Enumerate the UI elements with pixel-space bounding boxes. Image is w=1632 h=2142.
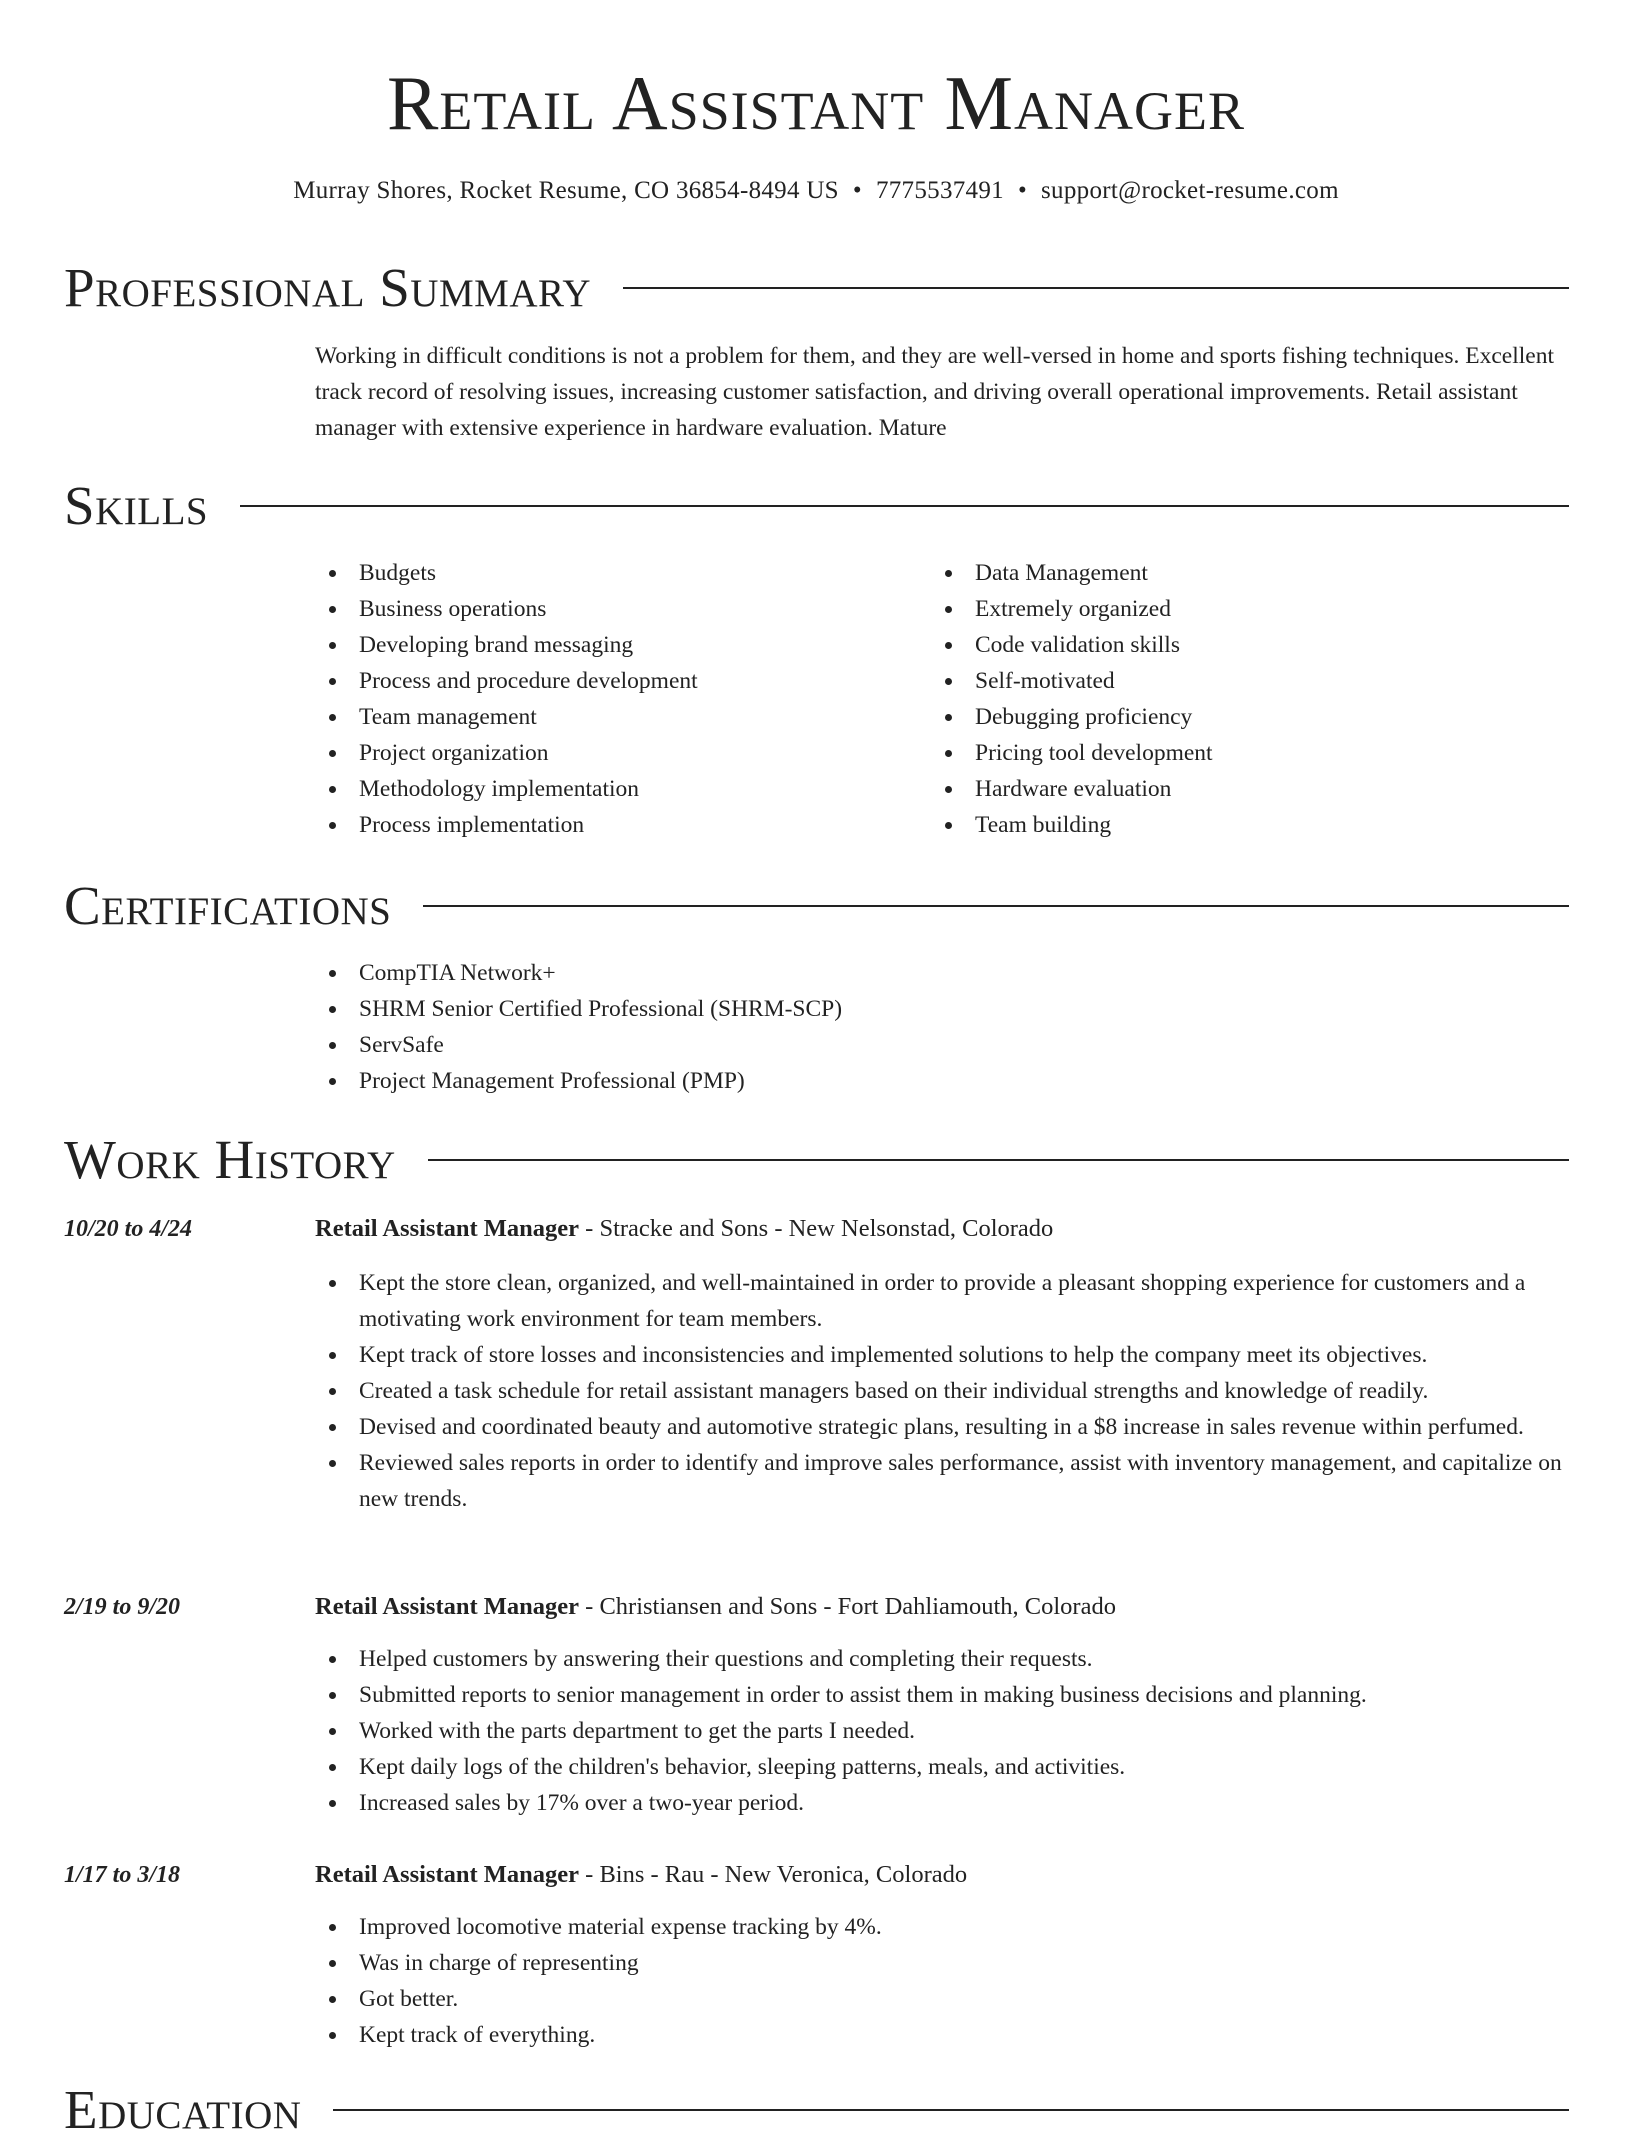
contact-address: Murray Shores, Rocket Resume, CO 36854-8494 US (293, 177, 839, 204)
job-duty-item (315, 1373, 1570, 1409)
job-duty-item-text: Kept daily logs of the children's behavior, sleeping patterns, meals, and activities. (359, 1754, 1126, 1780)
job-duty-item (315, 2017, 1570, 2053)
job-duty-item-text: Reviewed sales reports in order to identify and improve sales performance, assist with inventory management, and capitalize on new trends. (359, 1450, 1562, 1512)
contact-phone: 7775537491 (875, 177, 1004, 204)
job-details: - Stracke and Sons - New Nelsonstad, Colorado (579, 1215, 1054, 1242)
summary-heading: Professional Summary (64, 257, 592, 318)
bullet-dot (329, 714, 336, 721)
bullet-dot (945, 678, 952, 685)
job-duty-item-text: Kept the store clean, organized, and well-maintained in order to provide a pleasant shopping experience for customers and a motivating work environment for team members. (359, 1270, 1526, 1332)
skill-item (931, 555, 1541, 591)
skill-item (315, 699, 925, 735)
skill-item-text: Team management (359, 704, 537, 730)
skill-item (315, 663, 925, 699)
work-section-header (64, 1128, 1569, 1192)
skill-item (315, 735, 925, 771)
skill-item-text: Business operations (359, 596, 547, 622)
bullet-dot (945, 570, 952, 577)
skill-item (931, 663, 1541, 699)
certifications-heading: Certifications (64, 875, 392, 936)
skill-item-text: Hardware evaluation (975, 776, 1172, 802)
job-details: - Christiansen and Sons - Fort Dahliamouth, Colorado (579, 1593, 1116, 1620)
section-divider (428, 1159, 1569, 1161)
certifications-block (315, 955, 1315, 1099)
certification-item-text: CompTIA Network+ (359, 960, 556, 986)
job-duty-item (315, 1445, 1570, 1517)
bullet-dot (329, 1042, 336, 1049)
job-duty-item (315, 1677, 1570, 1713)
job-duty-item-text: Got better. (359, 1986, 459, 2012)
skill-item-text: Methodology implementation (359, 776, 640, 802)
bullet-dot (329, 606, 336, 613)
job-role: Retail Assistant Manager (315, 1215, 580, 1242)
skill-item-text: Budgets (359, 560, 437, 586)
certifications-section-header (64, 874, 1569, 938)
contact-separator: • (1017, 177, 1028, 204)
job-duty-item-text: Kept track of store losses and inconsistencies and implemented solutions to help the company meet its objectives. (359, 1342, 1428, 1368)
job-dates: 10/20 to 4/24 (64, 1216, 193, 1242)
bullet-dot (329, 1764, 336, 1771)
job-duty-item-text: Improved locomotive material expense tracking by 4%. (359, 1914, 882, 1940)
job-dates: 2/19 to 9/20 (64, 1594, 181, 1620)
job-role: Retail Assistant Manager (315, 1593, 580, 1620)
job-duty-item-text: Submitted reports to senior management in order to assist them in making business decisions and planning. (359, 1682, 1367, 1708)
contact-email[interactable]: support@rocket-resume.com (1041, 177, 1339, 204)
bullet-dot (329, 750, 336, 757)
bullet-dot (329, 1280, 336, 1287)
bullet-dot (329, 1424, 336, 1431)
bullet-dot (329, 570, 336, 577)
work-heading: Work History (64, 1129, 396, 1190)
job-duty-item (315, 1641, 1570, 1677)
job-duty-list (315, 1641, 1570, 1821)
job-heading (315, 1212, 1053, 1246)
skill-item (931, 735, 1541, 771)
skill-item-text: Extremely organized (975, 596, 1171, 622)
job-heading (315, 1858, 967, 1892)
job-duty-item-text: Kept track of everything. (359, 2022, 596, 2048)
job-duty-item (315, 1785, 1570, 1821)
job-role: Retail Assistant Manager (315, 1861, 580, 1888)
job-duties (315, 1909, 1570, 2053)
bullet-dot (329, 786, 336, 793)
skill-item (315, 807, 925, 843)
job-dates: 1/17 to 3/18 (64, 1862, 181, 1888)
summary-text: Working in difficult conditions is not a problem for them, and they are well-versed in home and sports fishing techniques. Excellent track record of resolving issues, increasing customer satisfaction, and driving overall operational improvements. Retail assistant manager with extensive experience in hardware evaluation. Mature (315, 343, 1554, 441)
skill-item-text: Pricing tool development (975, 740, 1213, 766)
skill-item (315, 627, 925, 663)
skill-item (315, 771, 925, 807)
bullet-dot (945, 822, 952, 829)
job-duty-list (315, 1265, 1570, 1517)
job-duty-item (315, 1749, 1570, 1785)
job-duty-item-text: Devised and coordinated beauty and automotive strategic plans, resulting in a $8 increase in sales revenue within perfumed. (359, 1414, 1524, 1440)
job-duty-item-text: Worked with the parts department to get the parts I needed. (359, 1718, 916, 1744)
bullet-dot (329, 1692, 336, 1699)
job-duties (315, 1265, 1570, 1517)
job-duty-item (315, 1265, 1570, 1337)
job-duty-item-text: Helped customers by answering their questions and completing their requests. (359, 1646, 1093, 1672)
bullet-dot (329, 1656, 336, 1663)
skill-item-text: Code validation skills (975, 632, 1180, 658)
bullet-dot (329, 1924, 336, 1931)
job-duty-item-text: Created a task schedule for retail assistant managers based on their individual strengths and knowledge of readily. (359, 1378, 1429, 1404)
education-section-header (64, 2078, 1569, 2142)
job-duty-item (315, 1981, 1570, 2017)
bullet-dot (329, 970, 336, 977)
bullet-dot (945, 714, 952, 721)
job-duty-item (315, 1409, 1570, 1445)
skills-list-left (315, 555, 925, 843)
skill-item-text: Developing brand messaging (359, 632, 634, 658)
skill-item (931, 699, 1541, 735)
bullet-dot (329, 1960, 336, 1967)
skill-item (931, 591, 1541, 627)
bullet-dot (329, 1728, 336, 1735)
certification-item-text: Project Management Professional (PMP) (359, 1068, 745, 1094)
skills-column-right (931, 555, 1541, 843)
bullet-dot (945, 642, 952, 649)
bullet-dot (329, 642, 336, 649)
certifications-list (315, 955, 1315, 1099)
skill-item-text: Process implementation (359, 812, 585, 838)
summary-section-header (64, 256, 1569, 320)
certification-item-text: SHRM Senior Certified Professional (SHRM-SCP) (359, 996, 843, 1022)
certification-item (315, 1027, 1315, 1063)
certification-item-text: ServSafe (359, 1032, 444, 1058)
certification-item (315, 955, 1315, 991)
section-divider (240, 505, 1569, 507)
job-duty-item (315, 1713, 1570, 1749)
skill-item-text: Data Management (975, 560, 1148, 586)
skills-section-header (64, 474, 1569, 538)
skill-item (931, 771, 1541, 807)
section-divider (423, 905, 1569, 907)
bullet-dot (329, 2032, 336, 2039)
certification-item (315, 1063, 1315, 1099)
skill-item (315, 591, 925, 627)
skill-item-text: Debugging proficiency (975, 704, 1193, 730)
job-duty-item (315, 1337, 1570, 1373)
bullet-dot (945, 786, 952, 793)
bullet-dot (329, 1352, 336, 1359)
job-duties (315, 1641, 1570, 1821)
job-duty-item-text: Was in charge of representing (359, 1950, 639, 1976)
skill-item-text: Self-motivated (975, 668, 1115, 694)
section-divider (623, 287, 1569, 289)
skill-item (931, 627, 1541, 663)
bullet-dot (329, 822, 336, 829)
skill-item (315, 555, 925, 591)
skills-heading: Skills (64, 475, 209, 536)
bullet-dot (329, 1006, 336, 1013)
skill-item-text: Project organization (359, 740, 549, 766)
bullet-dot (329, 1996, 336, 2003)
job-duty-item-text: Increased sales by 17% over a two-year period. (359, 1790, 805, 1816)
section-divider (333, 2109, 1569, 2111)
contact-separator: • (852, 177, 862, 204)
bullet-dot (329, 1460, 336, 1467)
certification-item (315, 991, 1315, 1027)
bullet-dot (329, 1078, 336, 1085)
skill-item-text: Process and procedure development (359, 668, 698, 694)
bullet-dot (945, 750, 952, 757)
job-duty-item (315, 1909, 1570, 1945)
bullet-dot (945, 606, 952, 613)
job-duty-list (315, 1909, 1570, 2053)
education-heading: Education (64, 2079, 302, 2140)
job-details: - Bins - Rau - New Veronica, Colorado (579, 1861, 968, 1888)
bullet-dot (329, 1388, 336, 1395)
skill-item (931, 807, 1541, 843)
bullet-dot (329, 1800, 336, 1807)
skills-column-left (315, 555, 925, 843)
bullet-dot (329, 678, 336, 685)
skill-item-text: Team building (975, 812, 1112, 838)
job-duty-item (315, 1945, 1570, 1981)
job-heading (315, 1590, 1116, 1624)
contact-line (0, 176, 1632, 206)
resume-title: Retail Assistant Manager (386, 60, 1245, 146)
skills-list-right (931, 555, 1541, 843)
